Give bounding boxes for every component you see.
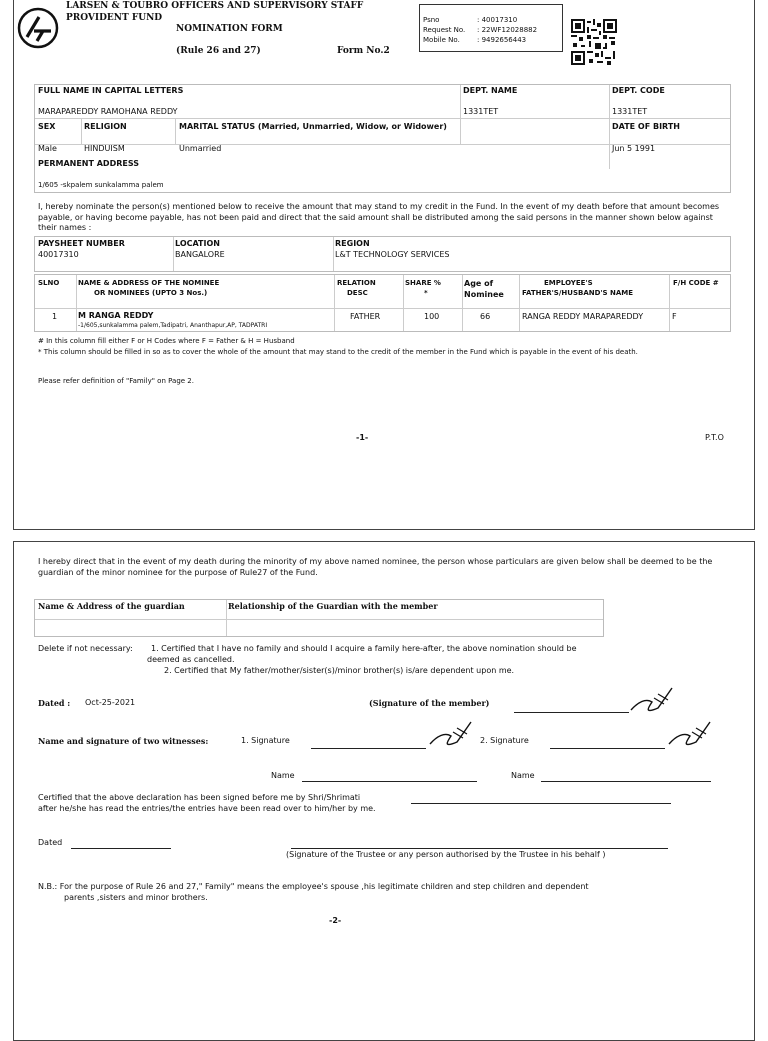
address-label: PERMANENT ADDRESS [38,159,139,168]
certified-line-1: Certified that the above declaration has been signed before me by Shri/Shrimati [38,793,361,802]
full-name-label: FULL NAME IN CAPITAL LETTERS [38,86,184,95]
row-fh-code: F [672,312,677,321]
row-nominee-address: -1/605,sunkalamma palem,Tadipatri, Ananthapur,AP, TADPATRI [78,322,268,329]
col-slno: SLNO [38,279,60,287]
delete-clause-2: 2. Certified that My father/mother/sister(s)/minor brother(s) is/are dependent upon me. [164,666,515,675]
witness-2-name-line[interactable] [541,781,711,782]
psno-label: Psno [423,16,440,24]
certified-line-2: after he/she has read the entries/the entries have been read over to him/her by me. [38,804,376,813]
location-label: LOCATION [175,239,220,248]
col-relation-2: DESC [347,289,368,297]
form-title: NOMINATION FORM [176,24,283,34]
paysheet-label: PAYSHEET NUMBER [38,239,125,248]
trustee-signature-label: (Signature of the Trustee or any person authorised by the Trustee in his behalf ) [286,850,606,859]
col-name-1: NAME & ADDRESS OF THE NOMINEE [78,279,220,287]
request-value: : 22WF12028882 [477,26,538,34]
dob-label: DATE OF BIRTH [612,122,680,131]
note-family-ref: Please refer definition of "Family" on Page 2. [38,377,194,385]
psno-value: : 40017310 [477,16,518,24]
col-fh-code: F/H CODE # [673,279,719,287]
witness-2-signature-icon [666,718,712,752]
row-relation: FATHER [350,312,381,321]
witness-2-signature-label: 2. Signature [480,736,529,745]
marital-status-label: MARITAL STATUS (Married, Unmarried, Widow, or Widower) [179,122,447,131]
dated-value: Oct-25-2021 [85,698,136,707]
witness-1-name-label: Name [271,771,295,780]
pto-text: P.T.O [705,433,724,442]
dept-code-label: DEPT. CODE [612,86,665,95]
religion-label: RELIGION [84,122,127,131]
row-slno: 1 [52,312,58,321]
sex-value: Male [38,144,57,153]
witness-1-name-line[interactable] [302,781,477,782]
note-share: * This column should be filled in so as to cover the whole of the amount that may stand to the credit of the member in the Fund which is payable in the event of his death. [38,348,638,356]
col-share-1: SHARE % [405,279,441,287]
row-nominee-name: M RANGA REDDY [78,311,154,320]
col-relation-1: RELATION [337,279,376,287]
marital-status-value: Unmarried [179,144,222,153]
page-number-1: -1- [356,433,369,442]
member-signature-line[interactable] [514,712,629,713]
dated-2-line[interactable] [71,848,171,849]
delete-clause-1: 1. Certified that I have no family and should I acquire a family here-after, the above nomination should be [151,644,577,653]
guardian-direction-text: I hereby direct that in the event of my death during the minority of my above named nominee, the person whose particulars are given below shall be deemed to be the guardian of the minor nominee for the purpose of Rule27 of the Fund. [38,557,713,577]
dated-label: Dated : [38,698,71,708]
delete-label: Delete if not necessary: [38,644,133,653]
region-label: REGION [335,239,370,248]
region-value: L&T TECHNOLOGY SERVICES [335,250,450,259]
witness-1-signature-line[interactable] [311,748,426,749]
witness-2-signature-line[interactable] [550,748,665,749]
col-share-2: * [424,289,428,297]
rule-text: (Rule 26 and 27) [176,46,261,56]
full-name-value: MARAPAREDDY RAMOHANA REDDY [38,107,178,116]
mobile-value: : 9492656443 [477,36,527,44]
location-value: BANGALORE [175,250,225,259]
page-number-2: -2- [329,916,342,925]
dated-2-label: Dated [38,838,63,847]
page-1 [13,0,755,530]
dept-code-value: 1331TET [612,107,648,116]
row-age: 66 [480,312,491,321]
col-age-2: Nominee [464,290,504,299]
col-father-1: EMPLOYEE'S [544,279,593,287]
religion-value: HINDUISM [84,144,125,153]
witnesses-label: Name and signature of two witnesses: [38,736,209,746]
certified-name-line[interactable] [411,803,671,804]
member-signature-icon [628,684,674,718]
col-father-2: FATHER'S/HUSBAND'S NAME [522,289,634,297]
guardian-col-name: Name & Address of the guardian [38,601,185,611]
witness-1-signature-icon [427,718,473,752]
member-details-box [34,84,731,193]
qr-code-icon [571,19,617,65]
lt-logo-icon [17,7,59,49]
note-fh-code: # In this column fill either F or H Codes where F = Father & H = Husband [38,337,295,345]
delete-clause-1b: deemed as cancelled. [147,655,235,664]
form-number: Form No.2 [337,46,390,56]
member-signature-label: (Signature of the member) [369,698,490,708]
nb-line-1: N.B.: For the purpose of Rule 26 and 27," Family" means the employee's spouse ,his legitimate children and step children and dependent [38,882,589,891]
paysheet-value: 40017310 [38,250,79,259]
org-line-2: PROVIDENT FUND [66,13,163,23]
request-label: Request No. [423,26,466,34]
mobile-label: Mobile No. [423,36,460,44]
org-line-1: LARSEN & TOUBRO OFFICERS AND SUPERVISORY STAFF [66,1,364,11]
witness-1-signature-label: 1. Signature [241,736,290,745]
trustee-signature-line[interactable] [291,848,668,849]
nb-line-2: parents ,sisters and minor brothers. [64,893,208,902]
dept-name-value: 1331TET [463,107,499,116]
col-name-2: OR NOMINEES (UPTO 3 Nos.) [94,289,208,297]
address-value: 1/605 -skpalem sunkalamma palem [38,181,164,189]
dob-value: Jun 5 1991 [612,144,656,153]
dept-name-label: DEPT. NAME [463,86,518,95]
row-share: 100 [424,312,440,321]
request-info-box [419,4,563,52]
nomination-declaration: I, hereby nominate the person(s) mentioned below to receive the amount that may stand to my credit in the Fund. In the event of my death before that amount becomes payable, or having become payable, has not been paid and direct that the said amount shall be distributed among the said persons in the manner shown below against their names : [38,202,720,232]
row-father-name: RANGA REDDY MARAPAREDDY [522,312,644,321]
witness-2-name-label: Name [511,771,535,780]
col-age-1: Age of [464,279,494,288]
page-2 [13,541,755,1041]
guardian-col-relationship: Relationship of the Guardian with the member [228,601,438,611]
sex-label: SEX [38,122,56,131]
